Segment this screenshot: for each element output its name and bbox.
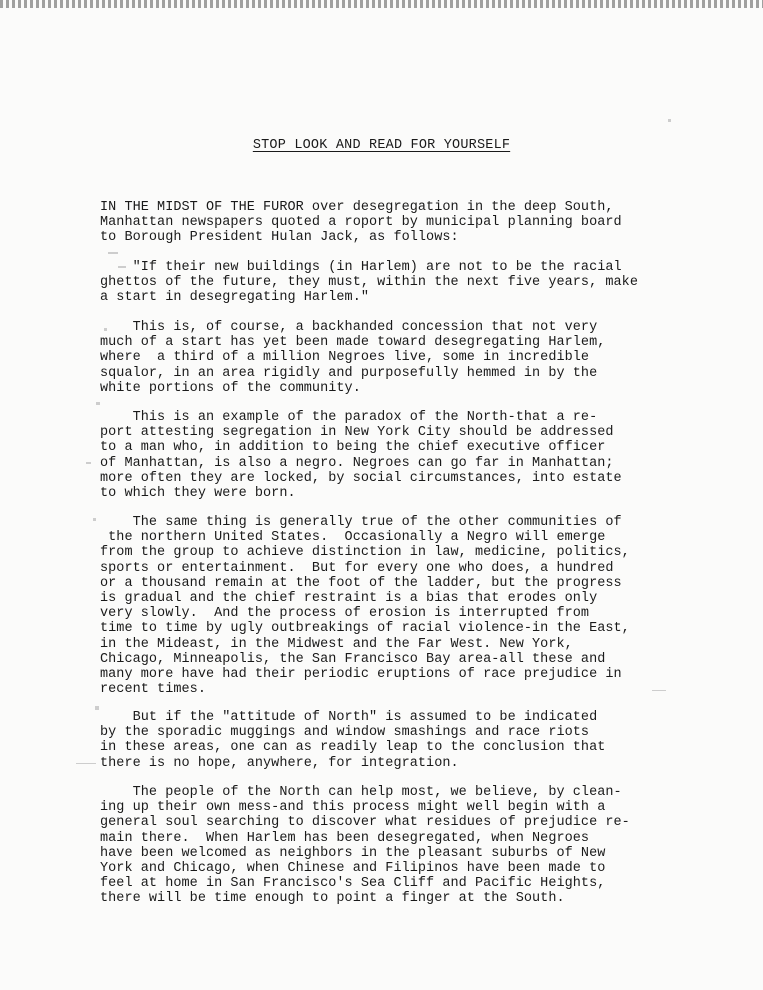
text-line: port attesting segregation in New York City should be addressed [100,425,614,441]
page-title: STOP LOOK AND READ FOR YOURSELF [252,138,511,153]
text-line: very slowly. And the process of erosion is interrupted from [100,606,590,622]
text-line: there is no hope, anywhere, for integration. [100,755,459,771]
text-line: to a man who, in addition to being the chief executive officer [100,440,606,456]
scan-speck [95,706,99,710]
scan-speck [86,462,91,464]
scan-speck [108,252,118,254]
paragraph-2 [100,260,700,306]
text-line: This is an example of the paradox of the North-that a re- [100,410,598,425]
text-line: The people of the North can help most, we believe, by clean- [100,785,622,800]
scan-speck [96,402,100,405]
text-line: many more have had their periodic eruptions of race prejudice in [100,667,622,683]
text-line: But if the "attitude of North" is assumed to be indicated [100,710,598,725]
paragraph-6 [100,710,700,771]
text-line: ing up their own mess-and this process might well begin with a [100,800,606,816]
text-line: "If their new buildings (in Harlem) are not to be the racial [100,260,622,275]
text-line: to Borough President Hulan Jack, as follows: [100,230,459,246]
text-line: much of a start has yet been made toward desegregating Harlem, [100,335,606,351]
paragraph-4 [100,410,700,501]
text-line: by the sporadic muggings and window smashings and race riots [100,725,590,741]
text-line: squalor, in an area rigidly and purposefully hemmed in by the [100,365,598,381]
scan-speck [76,763,96,764]
paragraph-1 [100,200,700,246]
text-line: York and Chicago, when Chinese and Filipinos have been made to [100,861,606,877]
text-line: feel at home in San Francisco's Sea Cliff and Pacific Heights, [100,876,606,892]
text-line: The same thing is generally true of the other communities of [100,515,622,530]
text-line: main there. When Harlem has been desegregated, when Negroes [100,830,590,846]
text-line: have been welcomed as neighbors in the pleasant suburbs of New [100,845,606,861]
paragraph-3 [100,320,700,396]
text-line: or a thousand remain at the foot of the ladder, but the progress [100,575,622,591]
text-line: where a third of a million Negroes live, some in incredible [100,350,590,366]
text-line: IN THE MIDST OF THE FUROR over desegregation in the deep South, [100,200,614,215]
text-line: in the Mideast, in the Midwest and the Far West. New York, [100,636,573,652]
text-line: the northern United States. Occasionally a Negro will emerge [100,530,606,546]
text-line: a start in desegregating Harlem." [100,290,369,306]
text-line: recent times. [100,682,206,698]
text-line: time to time by ugly outbreakings of racial violence-in the East, [100,621,630,637]
text-line: general soul searching to discover what residues of prejudice re- [100,815,630,831]
text-line: of Manhattan, is also a negro. Negroes can go far in Manhattan; [100,455,614,471]
text-line: This is, of course, a backhanded concession that not very [100,320,598,335]
page-top-border [0,0,763,8]
text-line: Manhattan newspapers quoted a roport by municipal planning board [100,215,622,231]
text-line: more often they are locked, by social circumstances, into estate [100,470,622,486]
text-line: sports or entertainment. But for every one who does, a hundred [100,560,614,576]
paragraph-7 [100,785,700,907]
text-line: from the group to achieve distinction in law, medicine, politics, [100,545,630,561]
text-line: white portions of the community. [100,380,361,396]
scan-speck [93,518,96,521]
text-line: to which they were born. [100,486,296,502]
scan-speck [668,119,671,122]
text-line: is gradual and the chief restraint is a bias that erodes only [100,591,598,607]
text-line: Chicago, Minneapolis, the San Francisco Bay area-all these and [100,651,606,667]
text-line: ghettos of the future, they must, within the next five years, make [100,275,638,291]
text-line: in these areas, one can as readily leap to the conclusion that [100,740,606,756]
paragraph-5 [100,515,700,697]
text-line: there will be time enough to point a finger at the South. [100,891,565,907]
